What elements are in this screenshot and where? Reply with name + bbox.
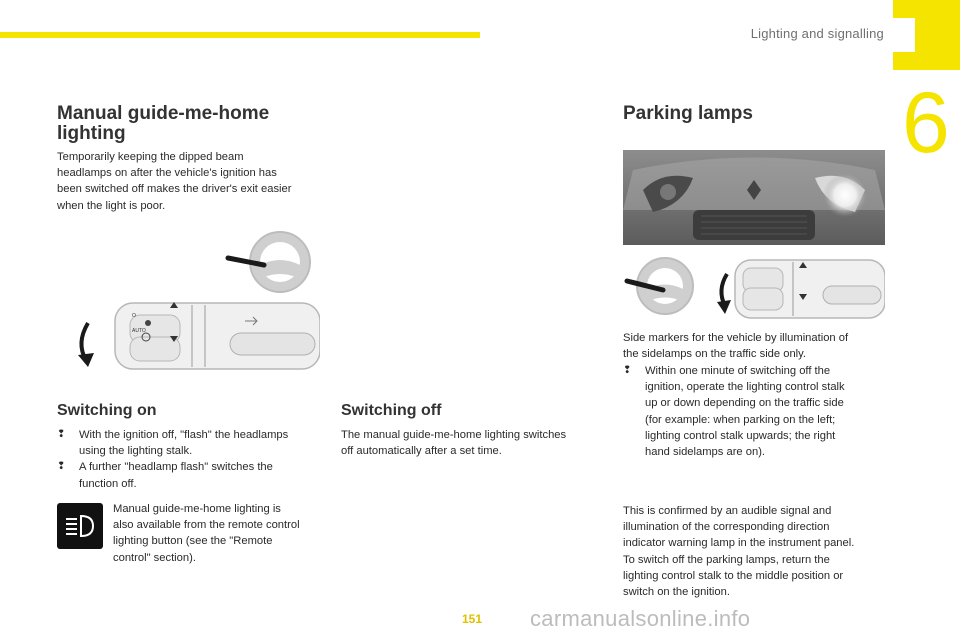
- parking-lamps-list: [623, 363, 888, 460]
- page-heading-guide-me-home: Manual guide-me-home lighting: [57, 103, 270, 144]
- arrow-head-icon: [78, 353, 94, 367]
- chapter-number: 6: [902, 75, 950, 171]
- stalk-label-auto: AUTO: [132, 328, 146, 334]
- switching-on-list: [57, 427, 327, 492]
- arrow-head-icon: [717, 300, 731, 314]
- list-item: ❢ A further "headlamp flash" switches the function off.: [57, 461, 273, 490]
- watermark: carmanualsonline.info: [530, 606, 751, 631]
- steering-wheel-icon: [228, 232, 310, 292]
- parking-lamps-description: Side markers for the vehicle by illumination of the sidelamps on the traffic side only.: [623, 332, 849, 361]
- header-accent-bar: [0, 32, 480, 38]
- intro-paragraph: Temporarily keeping the dipped beam headlamps on after the vehicle's ignition has been switched off makes the driver's exit easier when the light is poor.: [57, 151, 292, 212]
- car-front-photo: [623, 150, 885, 245]
- stalk-icon: [115, 302, 320, 369]
- remote-control-note: Manual guide-me-home lighting is also available from the remote control lighting button (see the "Remote control" section).: [113, 503, 300, 564]
- section-title: Lighting and signalling: [750, 26, 884, 41]
- chapter-tab-icon: [893, 0, 960, 70]
- list-item: ❢ Within one minute of switching off the ignition, operate the lighting control stalk up or down depending on the traffic side (for example: when parking on the left; lighting control stalk upwards; the right hand sidelamps are on).: [623, 365, 845, 459]
- list-item: ❢ With the ignition off, "flash" the headlamps using the lighting stalk.: [57, 429, 289, 458]
- parking-lamps-heading: Parking lamps: [623, 103, 753, 124]
- right-headlamp-lit-icon: [823, 173, 867, 217]
- headlamp-button-icon: [57, 503, 103, 549]
- switching-on-heading: Switching on: [57, 402, 157, 419]
- bullet-marker-icon: ❢: [623, 365, 632, 376]
- bullet-marker-icon: ❢: [57, 461, 66, 473]
- page-number: 151: [462, 612, 483, 626]
- stalk-label-o: O: [132, 313, 136, 319]
- steering-wheel-icon: [627, 258, 693, 314]
- switching-off-heading: Switching off: [341, 402, 442, 419]
- bullet-marker-icon: ❢: [57, 429, 66, 440]
- switching-off-text: The manual guide-me-home lighting switches off automatically after a set time.: [341, 429, 567, 458]
- parking-lamps-confirmation: This is confirmed by an audible signal and illumination of the corresponding direction indicator warning lamp in the instrument panel. To switch off the parking lamps, return the lighting control stalk to the middle position or switch on the ignition.: [623, 505, 855, 599]
- stalk-icon: [735, 260, 885, 318]
- parking-stalk-illustration: [623, 252, 885, 320]
- lighting-stalk-illustration: [70, 225, 320, 375]
